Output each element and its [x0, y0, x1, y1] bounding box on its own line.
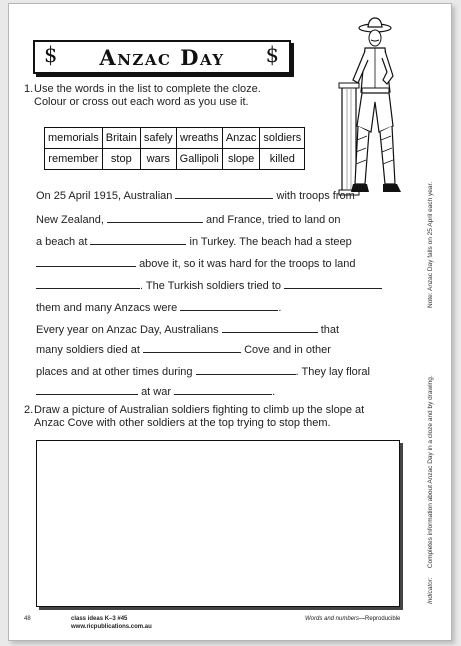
cloze-blank[interactable]	[107, 212, 203, 223]
question-1	[24, 83, 314, 109]
cloze-blank[interactable]	[143, 342, 241, 353]
indicator-label: Indicator:	[427, 577, 434, 604]
question-2-line-1: Draw a picture of Australian soldiers fighting to climb up the slope at	[34, 404, 365, 416]
word-cell: slope	[222, 149, 260, 170]
cloze-text: in Turkey. The beach had a steep	[189, 236, 352, 248]
cloze-line-7	[36, 322, 396, 336]
footer-section	[305, 616, 400, 622]
word-cell: memorials	[45, 128, 103, 149]
cloze-blank[interactable]	[175, 188, 273, 199]
cloze-line-6	[36, 300, 396, 314]
cloze-blank[interactable]	[196, 364, 296, 375]
cloze-line-4	[36, 256, 396, 270]
reproducible-label: Reproducible	[365, 616, 401, 622]
cloze-text: Cove and in other	[244, 344, 331, 356]
cloze-blank[interactable]	[36, 256, 136, 267]
cloze-text: .	[278, 302, 282, 314]
cloze-blank[interactable]	[90, 234, 186, 245]
worksheet-page	[8, 3, 452, 641]
cloze-blank[interactable]	[180, 300, 278, 311]
cloze-line-5	[36, 278, 396, 292]
cloze-line-9	[36, 364, 396, 378]
cloze-text: and France, tried to land on	[206, 214, 341, 226]
right-dollar-symbol: $	[265, 43, 279, 67]
question-1-line-1: Use the words in the list to complete the cloze.	[34, 83, 261, 95]
word-cell: wars	[140, 149, 176, 170]
drawing-box[interactable]	[36, 440, 400, 607]
word-cell: remember	[45, 149, 103, 170]
word-cell: Anzac	[222, 128, 260, 149]
cloze-line-8	[36, 342, 396, 356]
cloze-blank[interactable]	[36, 278, 140, 289]
cloze-text: a beach at	[36, 236, 88, 248]
title-banner	[33, 40, 291, 74]
word-cell: soldiers	[260, 128, 305, 149]
left-dollar-symbol: $	[44, 43, 58, 67]
cloze-text: with troops from	[276, 190, 355, 202]
cloze-line-1	[36, 188, 396, 202]
word-cell: wreaths	[176, 128, 222, 149]
cloze-line-2	[36, 212, 396, 226]
page-title: Anzac Day	[99, 44, 225, 70]
website-link[interactable]: www.ricpublications.com.au	[71, 624, 152, 630]
cloze-text: above it, so it was hard for the troops to land	[139, 258, 356, 270]
cloze-line-10	[36, 384, 396, 398]
page-number: 48	[24, 616, 31, 622]
word-cell: killed	[260, 149, 305, 170]
cloze-text: them and many Anzacs were	[36, 302, 178, 314]
cloze-text: Every year on Anzac Day, Australians	[36, 324, 219, 336]
indicator-text: Completes information about Anzac Day in a cloze and by drawing.	[427, 375, 434, 569]
series-title: class ideas K–3 #45	[71, 616, 128, 622]
word-row-2	[45, 149, 305, 170]
soldier-illustration	[333, 14, 403, 199]
cloze-blank[interactable]	[174, 384, 272, 395]
cloze-text: . The Turkish soldiers tried to	[140, 280, 282, 292]
word-cell: stop	[102, 149, 140, 170]
side-note-indicator	[427, 375, 434, 604]
question-2-number: 2.	[24, 404, 34, 416]
word-cell: Britain	[102, 128, 140, 149]
cloze-text: On 25 April 1915, Australian	[36, 190, 173, 202]
word-cell: Gallipoli	[176, 149, 222, 170]
cloze-blank[interactable]	[222, 322, 318, 333]
word-cell: safely	[140, 128, 176, 149]
cloze-text: many soldiers died at	[36, 344, 140, 356]
word-row-1	[45, 128, 305, 149]
cloze-text: . They lay floral	[295, 366, 370, 378]
cloze-text: that	[320, 324, 340, 336]
cloze-text: New Zealand,	[36, 214, 104, 226]
question-1-line-2: Colour or cross out each word as you use it.	[34, 96, 249, 108]
cloze-text: .	[272, 386, 276, 398]
cloze-blank[interactable]	[284, 278, 382, 289]
section-name: Words and numbers—	[305, 616, 366, 622]
question-1-number: 1.	[24, 83, 34, 95]
cloze-text: at war	[141, 386, 172, 398]
question-2	[24, 404, 394, 430]
cloze-blank[interactable]	[36, 384, 138, 395]
side-note-anzac-day-date: Note: Anzac Day falls on 25 April each year.	[427, 181, 434, 308]
word-list-table	[44, 127, 305, 170]
cloze-line-3	[36, 234, 396, 248]
question-2-line-2: Anzac Cove with other soldiers at the top trying to stop them.	[34, 417, 331, 429]
cloze-text: places and at other times during	[36, 366, 193, 378]
